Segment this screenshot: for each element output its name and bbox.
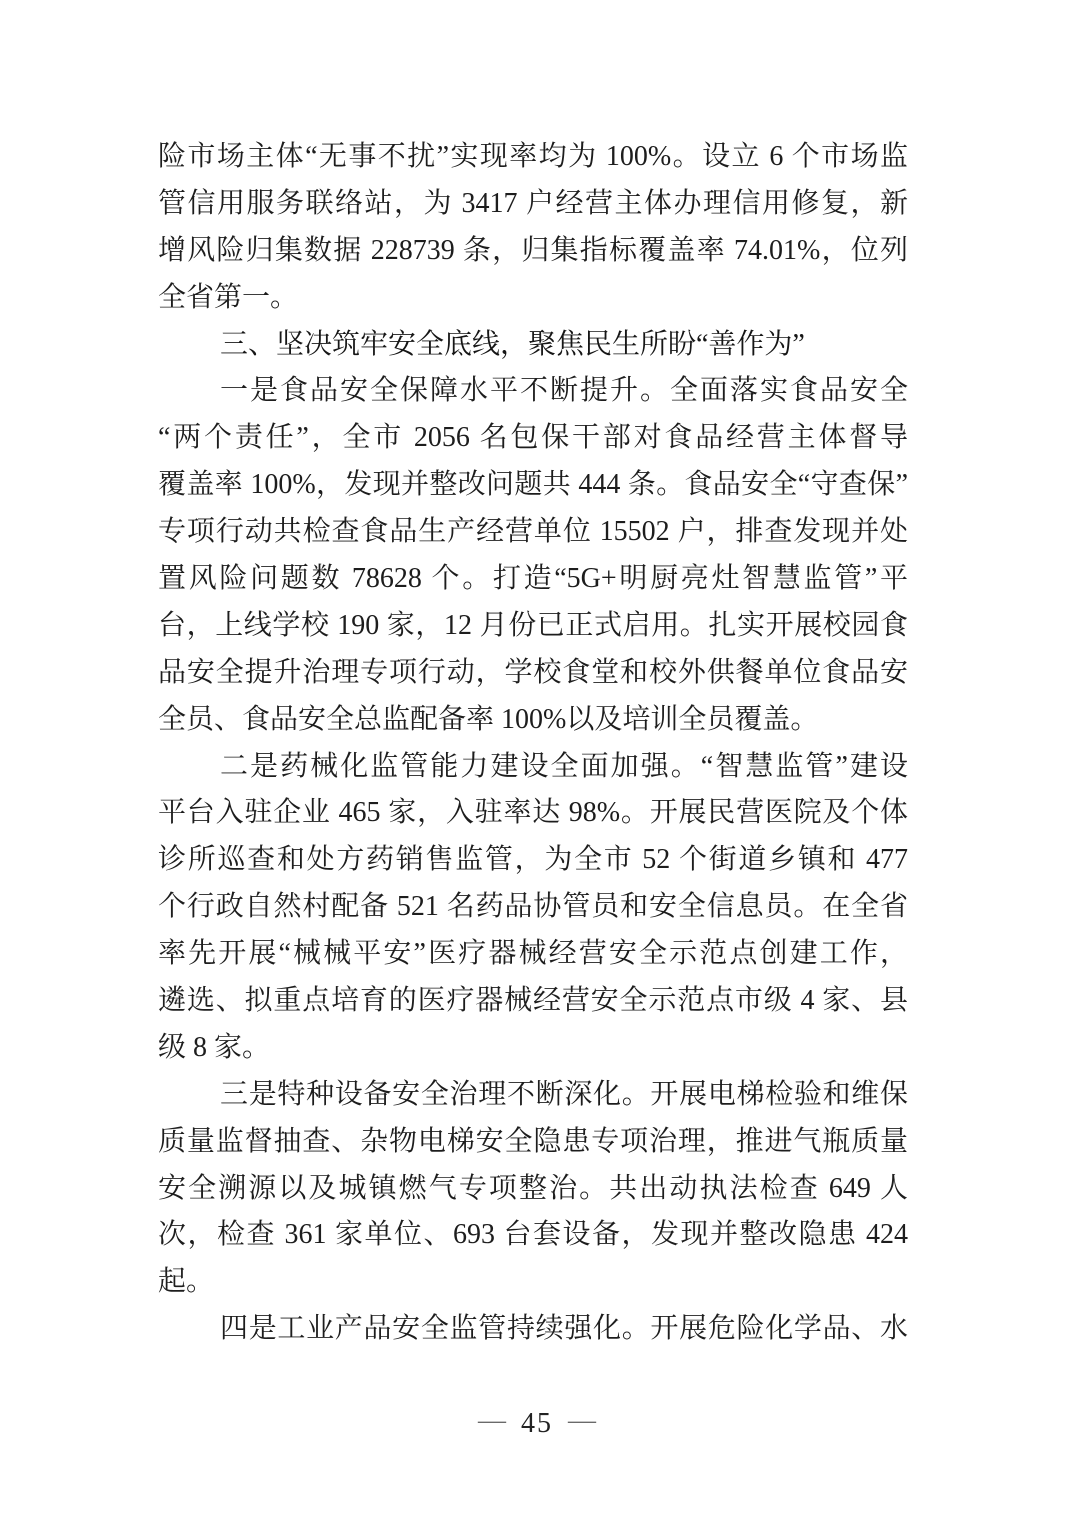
text-line: 置风险问题数 78628 个。打造“5G+明厨亮灶智慧监管”平 <box>158 563 908 595</box>
text-line: 三是特种设备安全治理不断深化。开展电梯检验和维保 <box>220 1078 908 1110</box>
text-line: 次，检查 361 家单位、693 台套设备，发现并整改隐患 424 <box>158 1219 908 1251</box>
text-line: 率先开展“械械平安”医疗器械经营安全示范点创建工作， <box>158 938 908 970</box>
text-line: 品安全提升治理专项行动，学校食堂和校外供餐单位食品安 <box>158 656 908 688</box>
text-line: 二是药械化监管能力建设全面加强。“智慧监管”建设 <box>220 750 908 782</box>
text-line: 遴选、拟重点培育的医疗器械经营安全示范点市级 4 家、县 <box>158 985 908 1017</box>
text-line: 增风险归集数据 228739 条，归集指标覆盖率 74.01%，位列 <box>158 234 908 266</box>
text-line: 质量监督抽查、杂物电梯安全隐患专项治理，推进气瓶质量 <box>158 1125 908 1157</box>
page-number: 45 <box>521 1408 553 1439</box>
text-line: 安全溯源以及城镇燃气专项整治。共出动执法检查 649 人 <box>158 1172 908 1204</box>
text-block <box>158 134 908 1353</box>
text-line: “两个责任”，全市 2056 名包保干部对食品经营主体督导 <box>158 422 908 454</box>
page-footer <box>0 1401 1074 1447</box>
text-line: 诊所巡查和处方药销售监管，为全市 52 个街道乡镇和 477 <box>158 844 908 876</box>
text-line: 平台入驻企业 465 家，入驻率达 98%。开展民营医院及个体 <box>158 797 908 829</box>
text-line: 险市场主体“无事不扰”实现率均为 100%。设立 6 个市场监 <box>158 141 908 172</box>
section-heading: 三、坚决筑牢安全底线，聚焦民生所盼“善作为” <box>220 328 805 360</box>
text-line: 个行政自然村配备 521 名药品协管员和安全信息员。在全省 <box>158 891 908 923</box>
text-line: 专项行动共检查食品生产经营单位 15502 户，排查发现并处 <box>158 516 908 548</box>
text-line: 台，上线学校 190 家，12 月份已正式启用。扎实开展校园食 <box>158 609 908 641</box>
text-line: 一是食品安全保障水平不断提升。全面落实食品安全 <box>220 375 908 407</box>
footer-dash-left: — <box>478 1405 506 1436</box>
footer-dash-right: — <box>568 1405 596 1436</box>
text-line: 级 8 家。 <box>158 1031 271 1063</box>
text-line: 管信用服务联络站，为 3417 户经营主体办理信用修复，新 <box>158 187 908 219</box>
text-line: 四是工业产品安全监管持续强化。开展危险化学品、水 <box>220 1313 908 1345</box>
text-line: 覆盖率 100%，发现并整改问题共 444 条。食品安全“守查保” <box>158 469 908 501</box>
text-line: 全员、食品安全总监配备率 100%以及培训全员覆盖。 <box>158 703 819 735</box>
text-line: 全省第一。 <box>158 281 299 313</box>
text-line: 起。 <box>158 1266 215 1298</box>
